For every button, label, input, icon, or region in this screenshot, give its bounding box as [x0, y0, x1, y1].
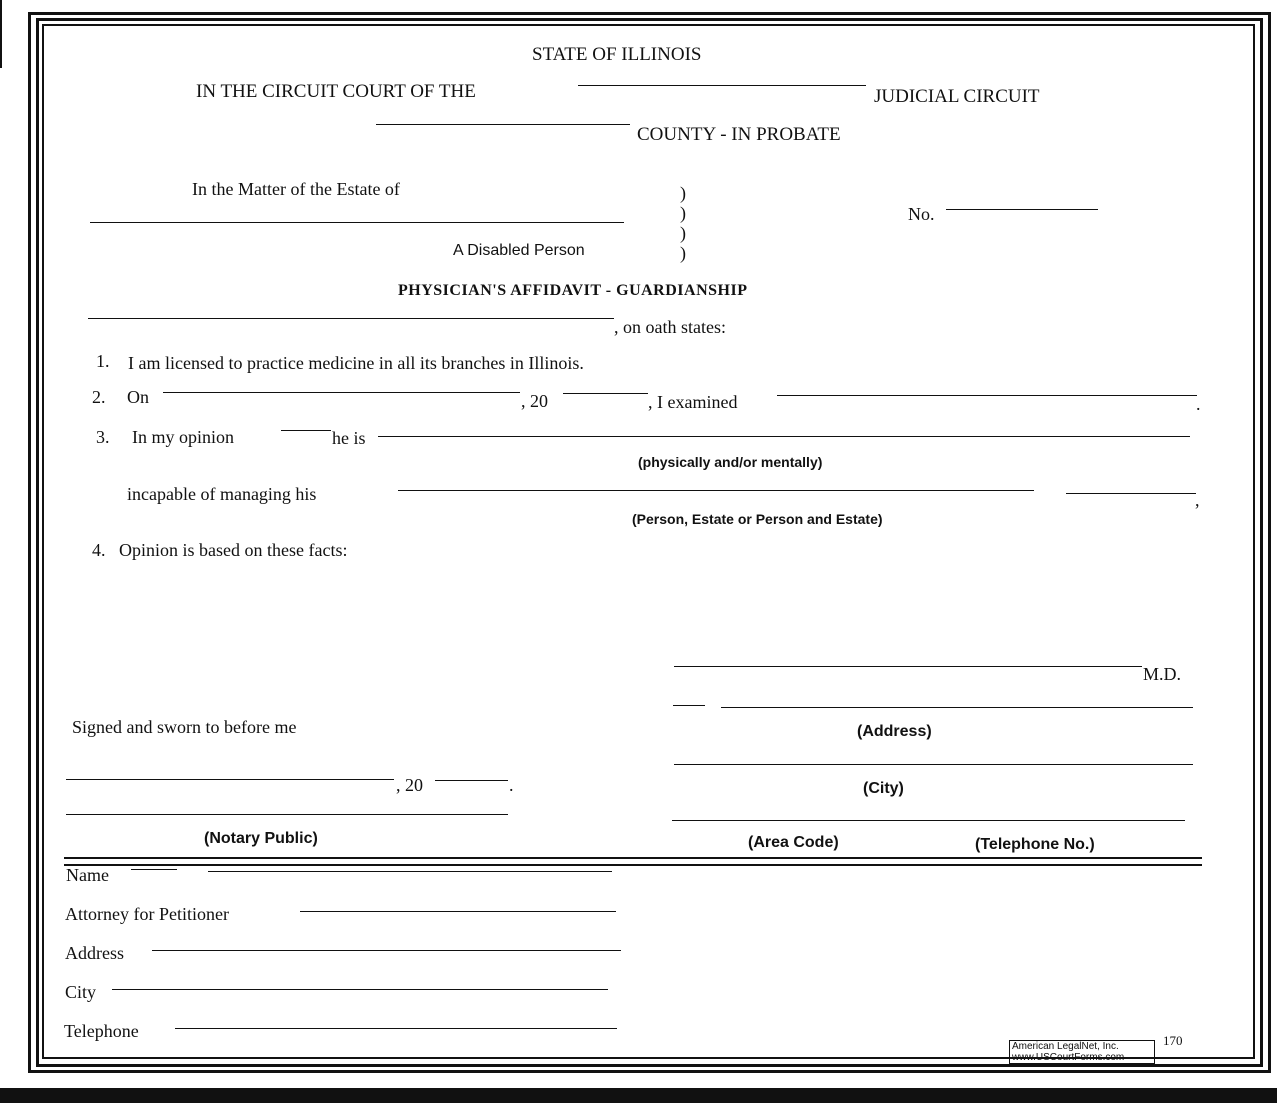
attorney-address-blank[interactable] — [152, 950, 621, 951]
item-4-number: 4. — [92, 540, 106, 560]
exam-date-blank[interactable] — [163, 392, 520, 393]
item-4-text: Opinion is based on these facts: — [119, 540, 348, 560]
matter-label: In the Matter of the Estate of — [192, 179, 400, 199]
city-caption: (City) — [863, 780, 904, 797]
case-number-label: No. — [908, 204, 935, 224]
attorney-city-label: City — [65, 982, 97, 1002]
item-2-year: , 20 — [521, 391, 548, 411]
county-blank[interactable] — [376, 124, 630, 125]
court-suffix: JUDICIAL CIRCUIT — [874, 86, 1040, 107]
attorney-address-label: Address — [65, 943, 124, 963]
caption-paren: ) — [680, 203, 686, 223]
sworn-period: . — [509, 775, 514, 795]
sworn-date-blank[interactable] — [66, 779, 394, 780]
phone-line[interactable] — [672, 820, 1185, 821]
physician-signature-line[interactable] — [674, 666, 1142, 667]
caption-paren: ) — [680, 243, 686, 263]
court-prefix: IN THE CIRCUIT COURT OF THE — [196, 81, 476, 102]
item-3-comma: , — [1195, 490, 1200, 510]
attorney-for-petitioner-label: Attorney for Petitioner — [65, 904, 229, 924]
address-line[interactable] — [721, 707, 1193, 708]
attorney-city-blank[interactable] — [112, 989, 608, 990]
area-code-caption: (Area Code) — [748, 834, 839, 851]
state-heading: STATE OF ILLINOIS — [532, 44, 702, 65]
item-2-period: . — [1196, 394, 1201, 414]
address-line-short[interactable] — [673, 705, 705, 706]
sworn-text: Signed and sworn to before me — [72, 717, 297, 737]
item-1-number: 1. — [96, 351, 110, 371]
address-caption: (Address) — [857, 723, 932, 740]
stamp-line-2: www.USCourtForms.com — [1012, 1052, 1125, 1063]
attorney-name-blank[interactable] — [208, 871, 612, 872]
condition-blank[interactable] — [378, 436, 1190, 437]
telephone-caption: (Telephone No.) — [975, 836, 1095, 853]
disabled-person-label: A Disabled Person — [453, 242, 585, 259]
form-title: PHYSICIAN'S AFFIDAVIT - GUARDIANSHIP — [398, 282, 748, 299]
oath-text: , on oath states: — [614, 317, 726, 337]
section-divider — [64, 864, 1202, 866]
item-2-number: 2. — [92, 387, 106, 407]
scan-bottom-edge — [0, 1088, 1277, 1103]
managing-blank[interactable] — [398, 490, 1034, 491]
item-3-number: 3. — [96, 427, 110, 447]
physician-name-blank[interactable] — [88, 318, 614, 319]
item-3-he-is: he is — [332, 428, 366, 448]
managing-hint: (Person, Estate or Person and Estate) — [632, 511, 883, 527]
notary-signature-line[interactable] — [66, 814, 508, 815]
pronoun-blank[interactable] — [281, 430, 331, 431]
item-1-text: I am licensed to practice medicine in all its branches in Illinois. — [128, 353, 584, 373]
examined-person-blank[interactable] — [777, 395, 1197, 396]
attorney-name-blank-short[interactable] — [131, 869, 177, 870]
form-number: 170 — [1163, 1033, 1183, 1048]
managing-blank-extra[interactable] — [1066, 493, 1196, 494]
md-label: M.D. — [1143, 664, 1182, 684]
notary-caption: (Notary Public) — [204, 830, 318, 847]
condition-hint: (physically and/or mentally) — [638, 454, 823, 470]
section-divider — [64, 857, 1202, 859]
item-3-opinion: In my opinion — [132, 427, 234, 447]
sworn-year-blank[interactable] — [435, 780, 508, 781]
item-2-examined: , I examined — [648, 392, 738, 412]
caption-paren: ) — [680, 183, 686, 203]
county-label: COUNTY - IN PROBATE — [637, 124, 841, 145]
attorney-telephone-label: Telephone — [64, 1021, 139, 1041]
city-line[interactable] — [674, 764, 1193, 765]
scan-edge-mark — [0, 0, 2, 68]
item-3-incapable: incapable of managing his — [127, 484, 317, 504]
estate-name-blank[interactable] — [90, 222, 624, 223]
case-number-blank[interactable] — [946, 209, 1098, 210]
sworn-year: , 20 — [396, 775, 423, 795]
attorney-for-petitioner-blank[interactable] — [300, 911, 616, 912]
attorney-name-label: Name — [66, 865, 109, 885]
caption-paren: ) — [680, 223, 686, 243]
stamp-line-1: American LegalNet, Inc. — [1012, 1041, 1119, 1052]
exam-year-blank[interactable] — [563, 393, 648, 394]
attorney-telephone-blank[interactable] — [175, 1028, 617, 1029]
circuit-blank[interactable] — [578, 85, 866, 86]
item-2-on: On — [127, 387, 149, 407]
publisher-stamp — [1009, 1040, 1155, 1064]
